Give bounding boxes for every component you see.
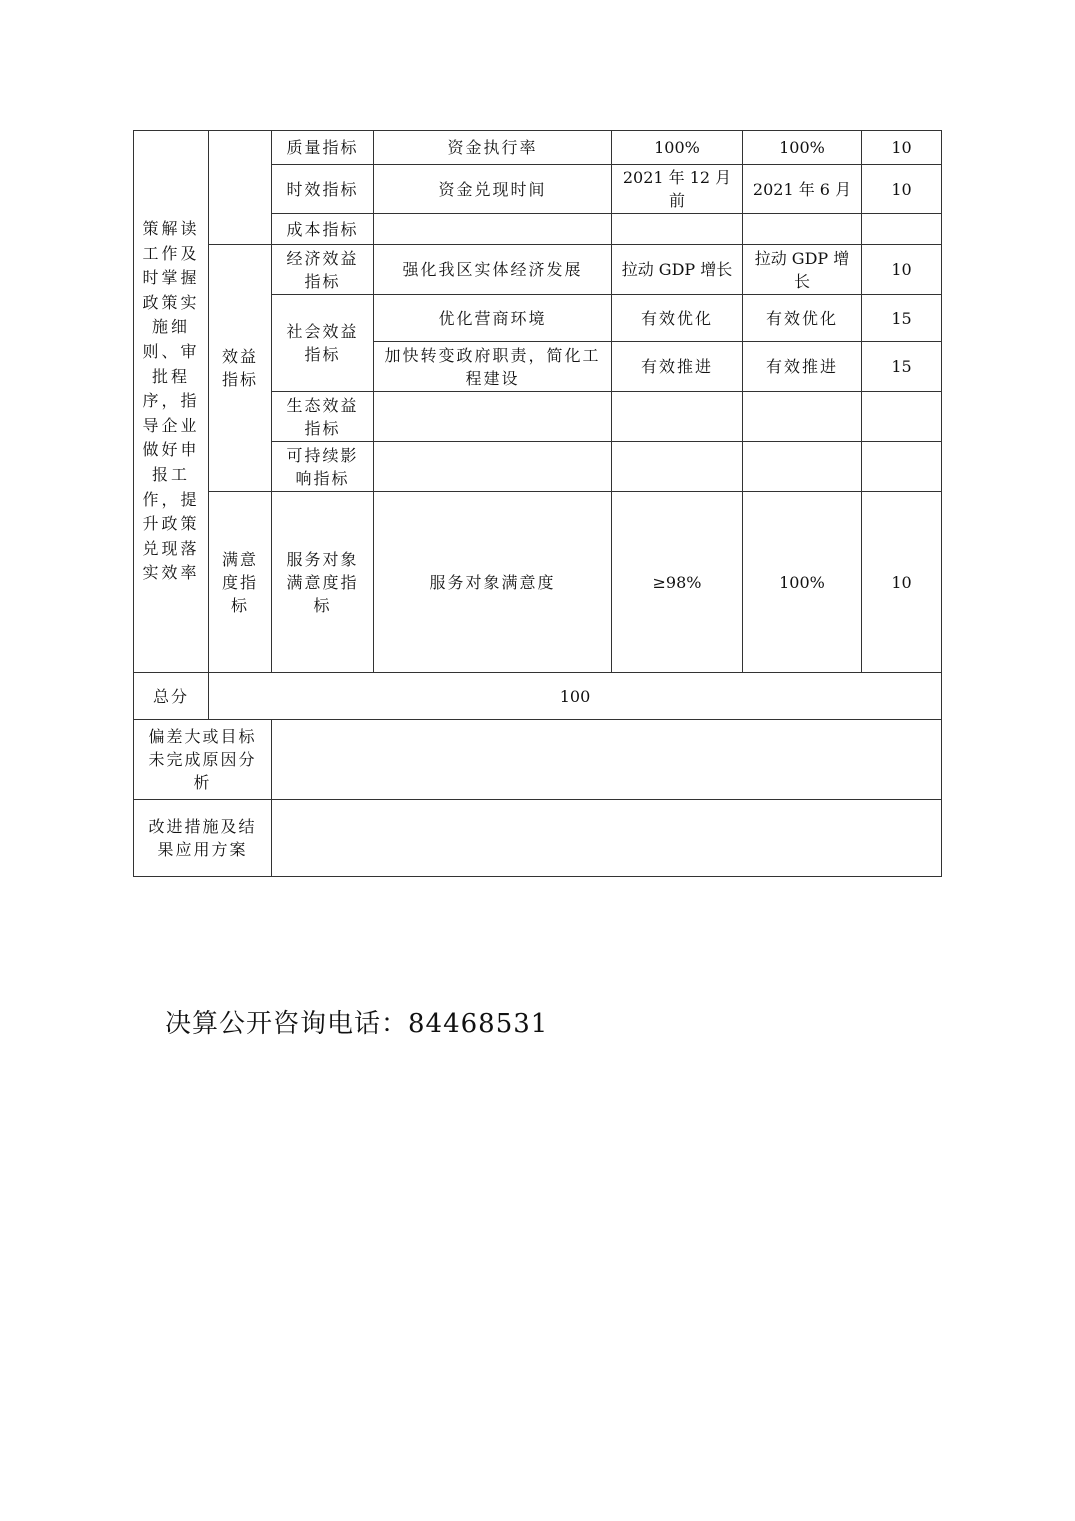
actual-value: 有效优化 <box>743 295 862 342</box>
score-value: 10 <box>862 131 942 165</box>
indicator-name <box>374 392 612 442</box>
actual-value <box>743 442 862 492</box>
target-value: 有效推进 <box>612 342 743 392</box>
indicator-name <box>374 214 612 245</box>
category-output-cell <box>209 131 272 245</box>
actual-value <box>743 392 862 442</box>
sub-indicator: 时效指标 <box>272 165 374 214</box>
score-value <box>862 392 942 442</box>
improvement-value <box>272 800 942 877</box>
total-label: 总分 <box>134 673 209 720</box>
actual-value: 拉动 GDP 增长 <box>743 245 862 295</box>
contact-label: 决算公开咨询电话： <box>165 1009 409 1039</box>
sub-indicator: 可持续影响指标 <box>272 442 374 492</box>
target-value: ≥98% <box>612 492 743 673</box>
deviation-label: 偏差大或目标未完成原因分析 <box>134 720 272 800</box>
category-satisfaction: 满意度指标 <box>209 492 272 673</box>
actual-value: 100% <box>743 131 862 165</box>
target-value: 2021 年 12 月前 <box>612 165 743 214</box>
indicator-name: 服务对象满意度 <box>374 492 612 673</box>
indicator-name: 资金执行率 <box>374 131 612 165</box>
indicator-name: 优化营商环境 <box>374 295 612 342</box>
score-value <box>862 214 942 245</box>
contact-phone: 84468531 <box>408 1009 549 1039</box>
actual-value: 2021 年 6 月 <box>743 165 862 214</box>
score-value: 10 <box>862 492 942 673</box>
total-value: 100 <box>209 673 942 720</box>
score-value: 10 <box>862 245 942 295</box>
target-value: 有效优化 <box>612 295 743 342</box>
actual-value <box>743 214 862 245</box>
indicator-name: 加快转变政府职责，简化工程建设 <box>374 342 612 392</box>
indicator-name: 强化我区实体经济发展 <box>374 245 612 295</box>
target-value <box>612 392 743 442</box>
score-value: 15 <box>862 342 942 392</box>
actual-value: 有效推进 <box>743 342 862 392</box>
goal-description: 策解读工作及时掌握政策实施细则、审批程序，指导企业做好申报工作，提升政策兑现落实效率 <box>134 131 209 673</box>
target-value: 100% <box>612 131 743 165</box>
indicator-name <box>374 442 612 492</box>
target-value: 拉动 GDP 增长 <box>612 245 743 295</box>
performance-table <box>133 130 942 877</box>
sub-indicator: 质量指标 <box>272 131 374 165</box>
target-value <box>612 442 743 492</box>
sub-indicator: 成本指标 <box>272 214 374 245</box>
sub-indicator: 服务对象满意度指标 <box>272 492 374 673</box>
sub-indicator: 生态效益指标 <box>272 392 374 442</box>
contact-line <box>165 1003 548 1040</box>
category-benefit: 效益指标 <box>209 245 272 492</box>
actual-value: 100% <box>743 492 862 673</box>
score-value <box>862 442 942 492</box>
deviation-value <box>272 720 942 800</box>
indicator-name: 资金兑现时间 <box>374 165 612 214</box>
score-value: 10 <box>862 165 942 214</box>
sub-indicator: 经济效益指标 <box>272 245 374 295</box>
improvement-label: 改进措施及结果应用方案 <box>134 800 272 877</box>
target-value <box>612 214 743 245</box>
score-value: 15 <box>862 295 942 342</box>
sub-indicator: 社会效益指标 <box>272 295 374 392</box>
